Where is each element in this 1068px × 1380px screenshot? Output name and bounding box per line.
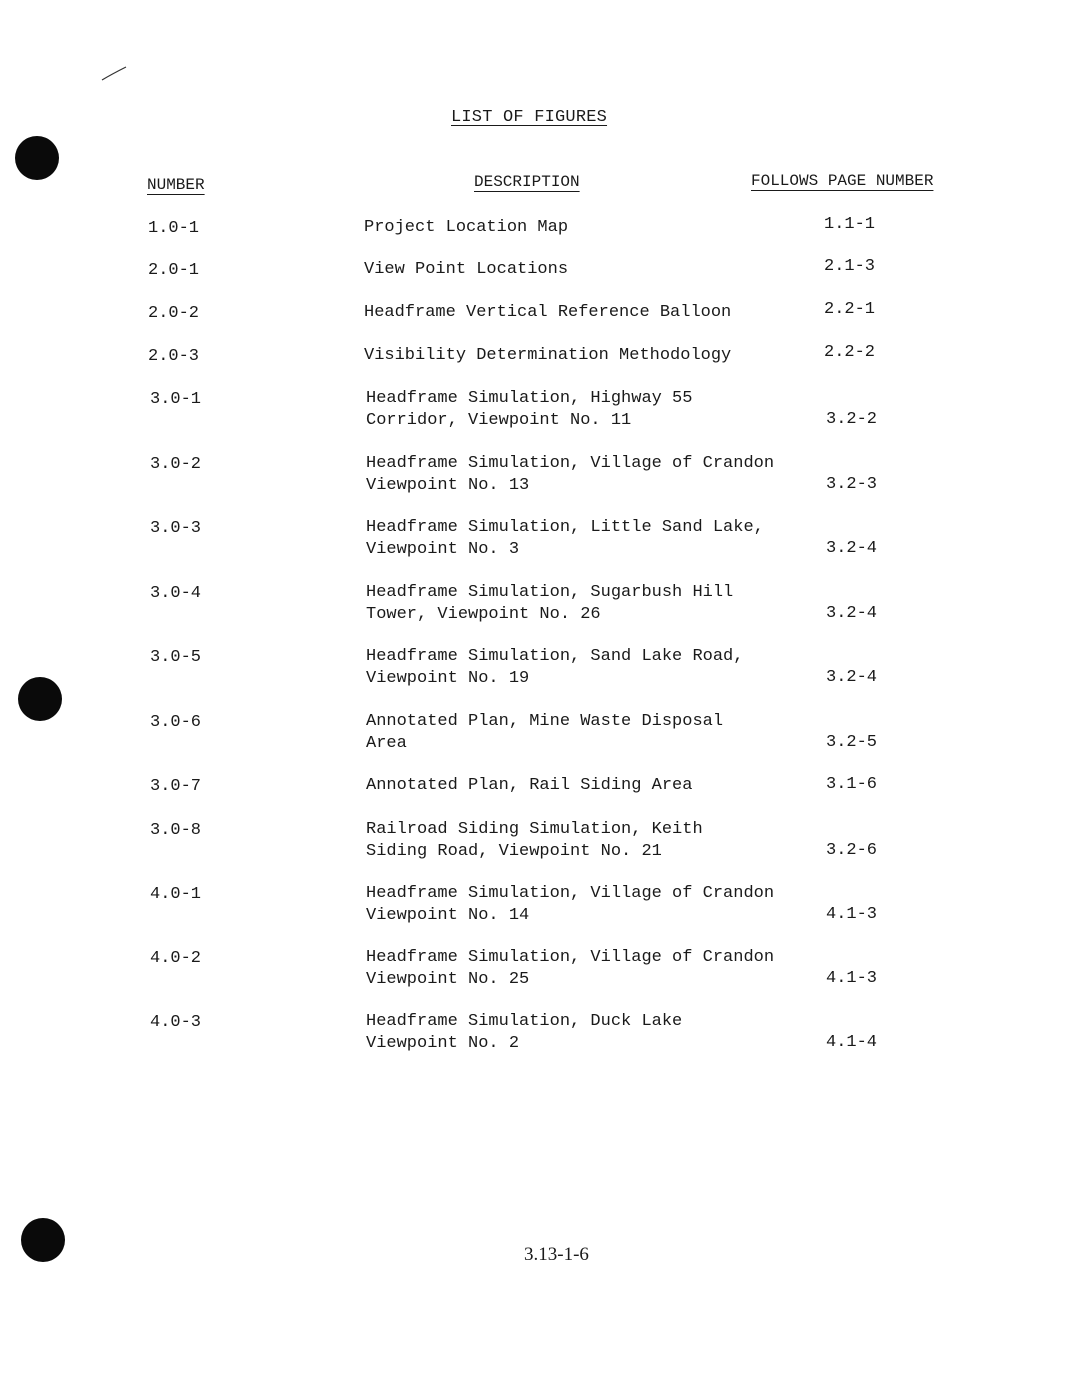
figure-description — [366, 711, 723, 755]
figure-number: 3.0-1 — [150, 390, 202, 409]
figure-number: 2.0-3 — [148, 347, 200, 366]
follows-page-number: 3.2-4 — [826, 604, 878, 623]
figure-number: 3.0-3 — [150, 519, 202, 538]
figure-number: 4.0-1 — [150, 885, 202, 904]
follows-page-number: 3.1-6 — [826, 775, 878, 794]
figure-description-line-1: Project Location Map — [364, 218, 569, 237]
figure-number: 3.0-2 — [150, 455, 202, 474]
follows-page-number: 2.2-1 — [824, 300, 876, 319]
figure-number: 4.0-3 — [150, 1013, 202, 1032]
figure-row — [0, 453, 1068, 503]
figure-description-line-2: Area — [366, 734, 407, 753]
figure-row — [0, 711, 1068, 761]
figure-description — [366, 883, 774, 927]
follows-page-number: 4.1-3 — [826, 905, 878, 924]
figure-description-line-2: Viewpoint No. 25 — [366, 970, 530, 989]
figure-description-line-2: Viewpoint No. 2 — [366, 1034, 520, 1053]
punch-hole-top — [15, 136, 59, 180]
figure-description — [366, 1011, 682, 1055]
figure-description-line-2: Tower, Viewpoint No. 26 — [366, 605, 601, 624]
figure-row — [0, 388, 1068, 438]
follows-page-number: 1.1-1 — [824, 215, 876, 234]
figure-description — [366, 819, 703, 863]
figure-description — [366, 453, 774, 497]
figure-row — [0, 517, 1068, 567]
figure-description — [364, 302, 731, 324]
figure-number: 3.0-5 — [150, 648, 202, 667]
follows-page-number: 3.2-2 — [826, 410, 878, 429]
follows-page-number: 3.2-4 — [826, 668, 878, 687]
figure-description-line-2: Corridor, Viewpoint No. 11 — [366, 411, 632, 430]
figure-description — [366, 582, 733, 626]
header-number: NUMBER — [147, 176, 205, 194]
figure-description — [366, 775, 692, 797]
figure-description — [366, 517, 764, 561]
figure-row — [0, 1011, 1068, 1061]
figure-description-line-1: Headframe Simulation, Village of Crandon — [366, 884, 775, 903]
figure-description — [366, 947, 774, 991]
figure-description-line-1: Visibility Determination Methodology — [364, 346, 732, 365]
follows-page-number: 3.2-3 — [826, 475, 878, 494]
figure-description-line-2: Viewpoint No. 3 — [366, 540, 520, 559]
figure-description-line-1: Headframe Simulation, Little Sand Lake, — [366, 518, 764, 537]
figure-description-line-1: Headframe Simulation, Sugarbush Hill — [366, 583, 734, 602]
figure-description-line-1: View Point Locations — [364, 260, 569, 279]
figure-description-line-1: Headframe Simulation, Village of Crandon — [366, 454, 775, 473]
figure-row — [0, 775, 1068, 825]
figure-description-line-1: Headframe Vertical Reference Balloon — [364, 303, 732, 322]
follows-page-number: 4.1-3 — [826, 969, 878, 988]
figure-description-line-1: Annotated Plan, Mine Waste Disposal — [366, 712, 724, 731]
figure-description-line-1: Headframe Simulation, Village of Crandon — [366, 948, 775, 967]
follows-page-number: 2.1-3 — [824, 257, 876, 276]
pen-stroke-mark — [100, 64, 130, 84]
figure-row — [0, 947, 1068, 997]
header-description: DESCRIPTION — [474, 173, 580, 191]
figure-description-line-2: Viewpoint No. 14 — [366, 906, 530, 925]
figure-row — [0, 819, 1068, 869]
figure-number: 3.0-8 — [150, 821, 202, 840]
figure-description-line-2: Siding Road, Viewpoint No. 21 — [366, 842, 662, 861]
figure-description-line-1: Headframe Simulation, Sand Lake Road, — [366, 647, 744, 666]
figure-row — [0, 646, 1068, 696]
figure-description-line-1: Railroad Siding Simulation, Keith — [366, 820, 703, 839]
punch-hole-bottom — [21, 1218, 65, 1262]
follows-page-number: 3.2-5 — [826, 733, 878, 752]
figure-number: 3.0-7 — [150, 777, 202, 796]
figure-description-line-1: Headframe Simulation, Duck Lake — [366, 1012, 683, 1031]
figure-description-line-2: Viewpoint No. 13 — [366, 476, 530, 495]
figure-number: 2.0-1 — [148, 261, 200, 280]
figure-description — [364, 259, 568, 281]
follows-page-number: 3.2-6 — [826, 841, 878, 860]
figure-description-line-1: Headframe Simulation, Highway 55 — [366, 389, 693, 408]
figure-description — [366, 388, 692, 432]
figure-number: 2.0-2 — [148, 304, 200, 323]
figure-row — [0, 883, 1068, 933]
follows-page-number: 3.2-4 — [826, 539, 878, 558]
figure-number: 1.0-1 — [148, 219, 200, 238]
figure-row — [0, 582, 1068, 632]
figure-description — [364, 217, 568, 239]
figure-description-line-2: Viewpoint No. 19 — [366, 669, 530, 688]
figure-number: 4.0-2 — [150, 949, 202, 968]
page-title: LIST OF FIGURES — [451, 108, 608, 127]
figure-description — [364, 345, 731, 367]
header-follows-page-number: FOLLOWS PAGE NUMBER — [751, 172, 934, 190]
follows-page-number: 4.1-4 — [826, 1033, 878, 1052]
follows-page-number: 2.2-2 — [824, 343, 876, 362]
figure-number: 3.0-6 — [150, 713, 202, 732]
page-number-footer: 3.13-1-6 — [524, 1244, 589, 1265]
figure-description-line-1: Annotated Plan, Rail Siding Area — [366, 776, 693, 795]
figure-number: 3.0-4 — [150, 584, 202, 603]
figure-description — [366, 646, 743, 690]
